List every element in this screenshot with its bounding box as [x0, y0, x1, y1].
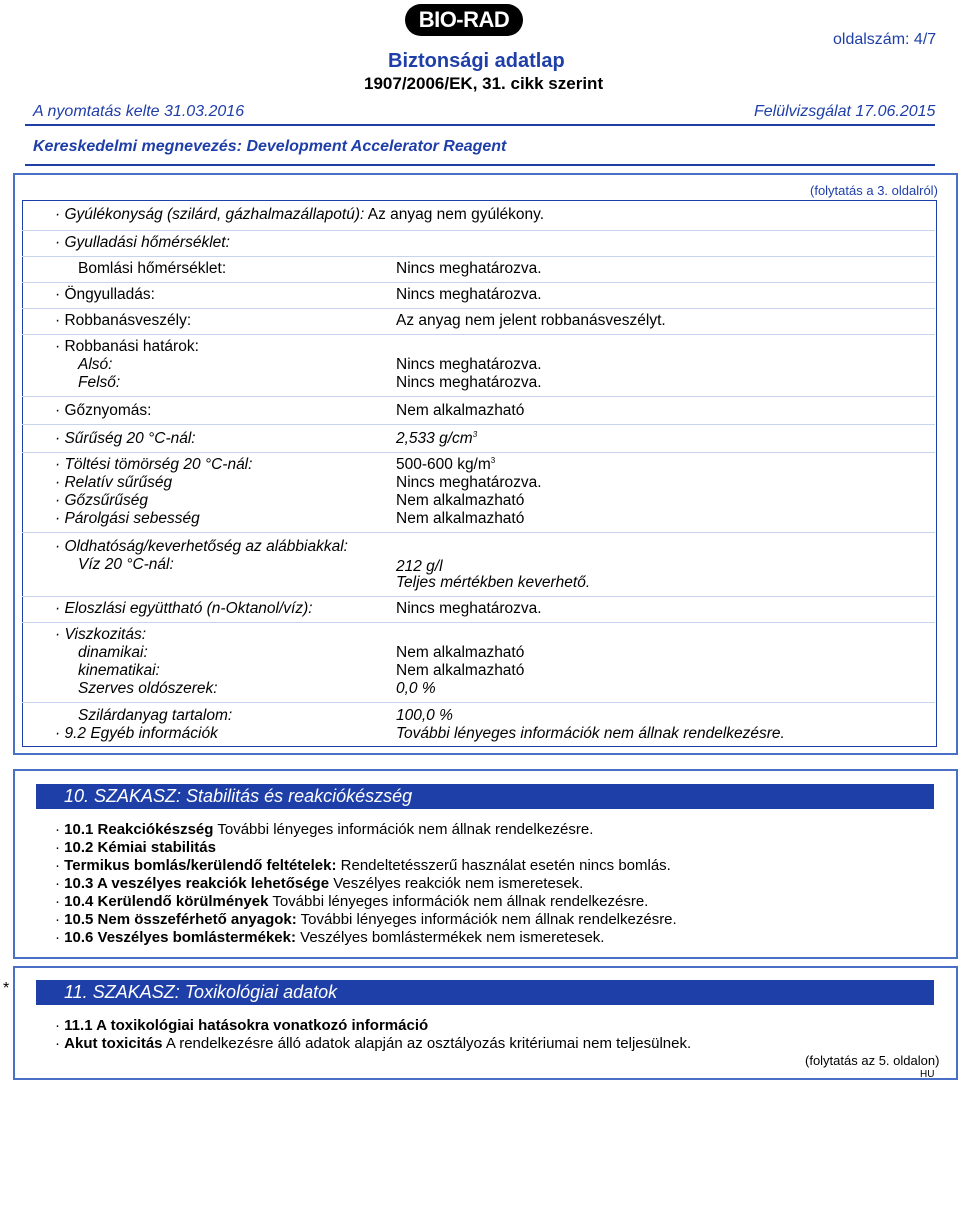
list-item: [55, 1035, 691, 1052]
list-item-label: 11.1 A toxikológiai hatásokra vonatkozó információ: [64, 1017, 429, 1034]
lower-limit-label: Alsó:: [78, 356, 113, 373]
flammability-row: [55, 206, 544, 224]
revision-date: Felülvizsgálat 17.06.2015: [754, 103, 936, 120]
kinematic-value: Nem alkalmazható: [396, 662, 525, 679]
list-item: [55, 821, 593, 838]
bulk-density-value-text: 500-600 kg/m: [396, 456, 491, 474]
list-item: [55, 911, 677, 928]
logo-text: BIO-RAD: [418, 7, 510, 32]
relative-density-label: · Relatív sűrűség: [55, 474, 173, 491]
explosion-limits-label: · Robbanási határok:: [55, 338, 199, 355]
water-value: 212 g/l: [396, 558, 443, 575]
list-item-label: 10.2 Kémiai stabilitás: [64, 839, 216, 856]
list-item-bullet: ·: [55, 821, 65, 838]
section10-heading-bar: [36, 784, 934, 809]
decomposition-temp-label: Bomlási hőmérséklet:: [78, 260, 227, 277]
list-item-bullet: ·: [55, 857, 65, 874]
vapour-density-value: Nem alkalmazható: [396, 492, 525, 509]
list-item: [55, 1017, 428, 1034]
list-item-text: További lényeges információk nem állnak rendelkezésre.: [213, 821, 594, 838]
section11-heading: 11. SZAKASZ: Toxikológiai adatok: [64, 982, 338, 1002]
list-item-text: Rendeltetésszerű használat esetén nincs bomlás.: [336, 857, 671, 874]
list-item-bullet: ·: [55, 911, 65, 928]
separator: [22, 452, 935, 453]
solids-label: Szilárdanyag tartalom:: [78, 707, 233, 724]
density-unit-sup: 3: [472, 430, 478, 439]
upper-limit-value: Nincs meghatározva.: [396, 374, 542, 391]
list-item: [55, 839, 216, 856]
separator: [22, 334, 935, 335]
flammability-label: · Gyúlékonyság (szilárd, gázhalmazállapotú):: [55, 206, 365, 223]
document-title: Biztonsági adatlap: [388, 50, 565, 72]
partition-value: Nincs meghatározva.: [396, 600, 542, 617]
vapour-pressure-value: Nem alkalmazható: [396, 402, 525, 419]
list-item-text: További lényeges információk nem állnak rendelkezésre.: [296, 911, 677, 928]
vapour-pressure-label: · Gőznyomás:: [55, 402, 152, 419]
dynamic-value: Nem alkalmazható: [396, 644, 525, 661]
partition-label: · Eloszlási együttható (n-Oktanol/víz):: [55, 600, 313, 617]
header-rule: [25, 124, 935, 126]
other-info-value: További lényeges információk nem állnak rendelkezésre.: [396, 725, 785, 742]
list-item-text: További lényeges információk nem állnak rendelkezésre.: [268, 893, 649, 910]
list-item-label: 10.4 Kerülendő körülmények: [64, 893, 269, 910]
flammability-value: Az anyag nem gyúlékony.: [367, 206, 545, 223]
bulk-density-label: · Töltési tömörség 20 °C-nál:: [55, 456, 253, 473]
list-item: [55, 857, 671, 874]
explosion-hazard-label: · Robbanásveszély:: [55, 312, 192, 329]
continued-from-note: (folytatás a 3. oldalról): [810, 183, 938, 198]
list-item-label: Akut toxicitás: [64, 1035, 163, 1052]
separator: [22, 396, 935, 397]
page-number: oldalszám: 4/7: [833, 31, 937, 48]
separator: [22, 622, 935, 623]
organic-solvents-label: Szerves oldószerek:: [78, 680, 218, 697]
list-item: [55, 875, 583, 892]
relative-density-value: Nincs meghatározva.: [396, 474, 542, 491]
solids-value: 100,0 %: [396, 707, 453, 724]
list-item-text: A rendelkezésre álló adatok alapján az osztályozás kritériumai nem teljesülnek.: [162, 1035, 692, 1052]
document-subtitle: 1907/2006/EK, 31. cikk szerint: [364, 74, 604, 93]
change-marker: *: [3, 980, 10, 997]
viscosity-label: · Viszkozitás:: [55, 626, 147, 643]
vapour-density-label: · Gőzsűrűség: [55, 492, 149, 509]
list-item-text: Veszélyes reakciók nem ismeretesek.: [329, 875, 584, 892]
density-value-text: 2,533 g/cm: [396, 430, 473, 448]
water-label: Víz 20 °C-nál:: [78, 556, 174, 573]
section10-heading: 10. SZAKASZ: Stabilitás és reakciókészség: [64, 786, 413, 806]
language-code: HU: [920, 1069, 935, 1080]
separator: [22, 230, 935, 231]
separator: [22, 282, 935, 283]
list-item-bullet: ·: [55, 839, 65, 856]
kinematic-label: kinematikai:: [78, 662, 160, 679]
evaporation-rate-label: · Párolgási sebesség: [55, 510, 200, 527]
density-value: [396, 430, 477, 448]
print-date: A nyomtatás kelte 31.03.2016: [33, 103, 245, 120]
list-item-bullet: ·: [55, 893, 65, 910]
bulk-density-value: [396, 456, 495, 474]
separator: [22, 308, 935, 309]
separator: [22, 702, 935, 703]
lower-limit-value: Nincs meghatározva.: [396, 356, 542, 373]
ignition-temp-label: · Gyulladási hőmérséklet:: [55, 234, 230, 251]
bulk-density-unit-sup: 3: [490, 456, 496, 465]
bio-rad-logo: [405, 4, 523, 36]
list-item: [55, 929, 604, 946]
evaporation-rate-value: Nem alkalmazható: [396, 510, 525, 527]
separator: [22, 424, 935, 425]
separator: [22, 532, 935, 533]
dynamic-label: dinamikai:: [78, 644, 148, 661]
self-ignition-label: · Öngyulladás:: [55, 286, 155, 303]
list-item-label: 10.6 Veszélyes bomlástermékek:: [64, 929, 296, 946]
trade-name: Kereskedelmi megnevezés: Development Accelerator Reagent: [33, 138, 507, 155]
list-item-bullet: ·: [55, 929, 65, 946]
list-item-label: Termikus bomlás/kerülendő feltételek:: [64, 857, 337, 874]
list-item-label: 10.5 Nem összeférhető anyagok:: [64, 911, 297, 928]
organic-solvents-value: 0,0 %: [396, 680, 436, 697]
list-item-label: 10.1 Reakciókészség: [64, 821, 214, 838]
other-info-label: · 9.2 Egyéb információk: [55, 725, 218, 742]
list-item-text: Veszélyes bomlástermékek nem ismeretesek.: [296, 929, 605, 946]
self-ignition-value: Nincs meghatározva.: [396, 286, 542, 303]
solubility-label: · Oldhatóság/keverhetőség az alábbiakkal:: [55, 538, 348, 555]
section11-heading-bar: [36, 980, 934, 1005]
separator: [22, 596, 935, 597]
upper-limit-label: Felső:: [78, 374, 121, 391]
list-item-label: 10.3 A veszélyes reakciók lehetősége: [64, 875, 330, 892]
list-item-bullet: ·: [55, 875, 65, 892]
water-miscibility: Teljes mértékben keverhető.: [396, 574, 591, 591]
continued-on-note: (folytatás az 5. oldalon): [805, 1053, 940, 1068]
header-rule-bottom: [25, 164, 935, 166]
list-item-bullet: ·: [55, 1017, 65, 1034]
density-label: · Sűrűség 20 °C-nál:: [55, 430, 196, 447]
list-item: [55, 893, 648, 910]
decomposition-temp-value: Nincs meghatározva.: [396, 260, 542, 277]
list-item-bullet: ·: [55, 1035, 65, 1052]
explosion-hazard-value: Az anyag nem jelent robbanásveszélyt.: [396, 312, 666, 329]
separator: [22, 256, 935, 257]
